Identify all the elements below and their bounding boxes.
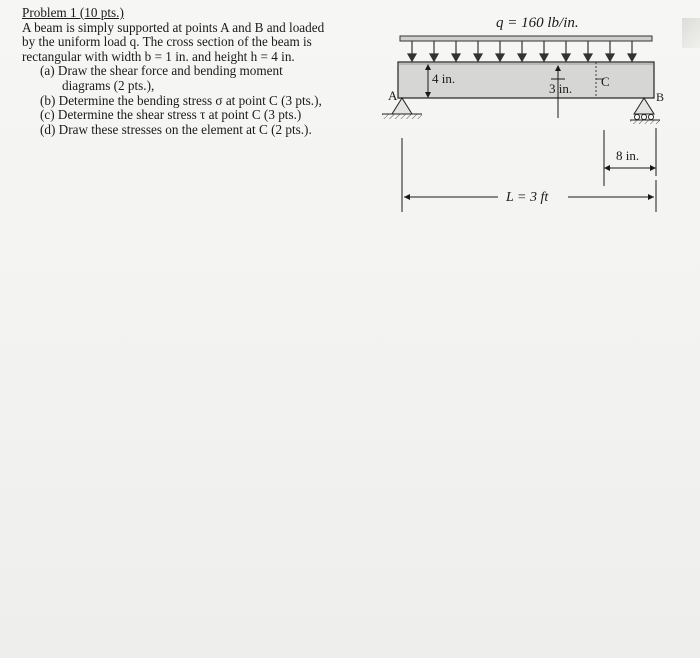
- point-c-label: C: [601, 74, 610, 89]
- support-a-label: A: [388, 88, 398, 103]
- part-b: (b) Determine the bending stress σ at point C (3 pts.),: [40, 92, 322, 108]
- offset-dimension: [604, 128, 656, 186]
- beam-figure: [378, 0, 700, 230]
- offset-label: 8 in.: [616, 148, 640, 163]
- part-a: (a) Draw the shear force and bending moment: [40, 63, 283, 79]
- distributed-load: [400, 36, 652, 61]
- part-c: (c) Determine the shear stress τ at point C (3 pts.): [40, 107, 302, 123]
- problem-text-line: A beam is simply supported at points A and B and loaded: [22, 19, 325, 35]
- support-b-label: B: [656, 90, 665, 104]
- depth-label: 3 in.: [549, 81, 573, 96]
- problem-text-line: rectangular with width b = 1 in. and height h = 4 in.: [22, 48, 295, 64]
- part-a-continuation: diagrams (2 pts.),: [62, 77, 155, 93]
- load-label: q = 160 lb/in.: [496, 15, 579, 31]
- problem-title: Problem 1 (10 pts.): [22, 5, 124, 20]
- problem-statement: [22, 6, 382, 137]
- page-edge: [682, 18, 700, 48]
- height-label: 4 in.: [432, 71, 456, 86]
- part-d: (d) Draw these stresses on the element at C (2 pts.).: [40, 121, 312, 137]
- load-arrows: [408, 41, 636, 61]
- problem-text-line: by the uniform load q. The cross section of the beam is: [22, 34, 312, 50]
- span-label: L = 3 ft: [506, 190, 549, 205]
- beam-diagram: [378, 0, 700, 230]
